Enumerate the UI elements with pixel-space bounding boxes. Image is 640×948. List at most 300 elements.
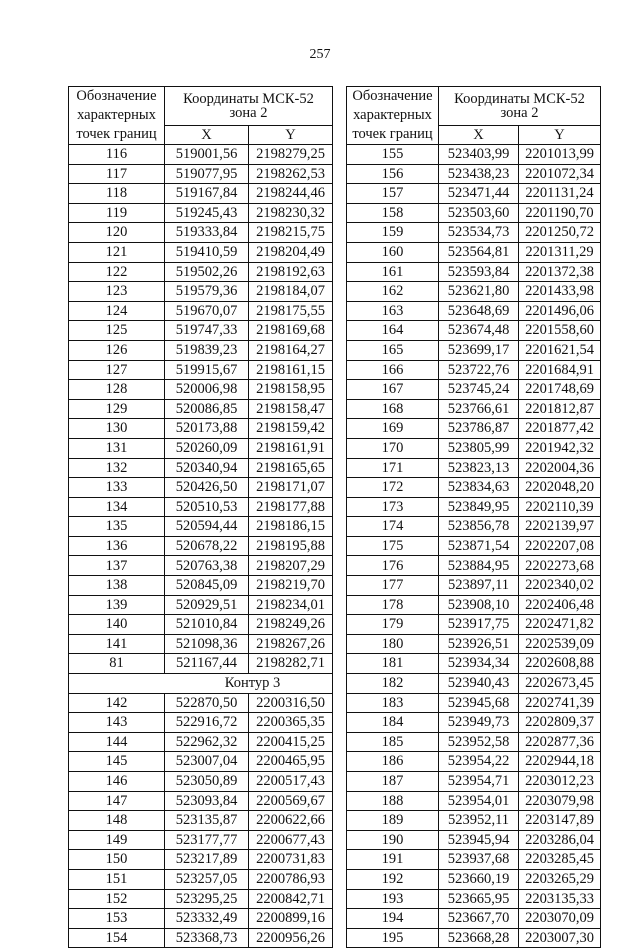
y-cell: 2198249,26 (249, 615, 333, 635)
x-cell: 522916,72 (165, 713, 249, 733)
x-cell: 523766,61 (439, 399, 519, 419)
point-id-cell: 132 (69, 458, 165, 478)
designation-header-line: Обозначение (352, 88, 433, 104)
table-row (69, 576, 333, 596)
x-cell: 523217,89 (165, 850, 249, 870)
y-cell: 2198171,07 (249, 478, 333, 498)
x-cell: 519502,26 (165, 262, 249, 282)
point-id-cell: 183 (347, 693, 439, 713)
x-cell: 523177,77 (165, 830, 249, 850)
y-cell: 2201372,38 (519, 262, 601, 282)
y-cell: 2203265,29 (519, 869, 601, 889)
y-cell: 2201558,60 (519, 321, 601, 341)
x-cell: 519915,67 (165, 360, 249, 380)
y-cell: 2198184,07 (249, 282, 333, 302)
x-cell: 523917,75 (439, 615, 519, 635)
x-cell: 523665,95 (439, 889, 519, 909)
point-id-cell: 138 (69, 576, 165, 596)
x-cell: 519410,59 (165, 242, 249, 262)
point-id-cell: 131 (69, 438, 165, 458)
point-id-cell: 167 (347, 380, 439, 400)
y-cell: 2201812,87 (519, 399, 601, 419)
table-row (69, 419, 333, 439)
y-cell: 2202877,36 (519, 732, 601, 752)
x-cell: 523823,13 (439, 458, 519, 478)
x-cell: 523871,54 (439, 536, 519, 556)
point-id-cell: 195 (347, 928, 439, 948)
point-id-cell: 179 (347, 615, 439, 635)
point-id-cell: 159 (347, 223, 439, 243)
y-cell: 2198164,27 (249, 340, 333, 360)
x-cell: 523667,70 (439, 909, 519, 929)
table-row (69, 340, 333, 360)
coords-header-line: Координаты МСК-52 (454, 90, 585, 107)
y-cell: 2198161,15 (249, 360, 333, 380)
table-row (69, 536, 333, 556)
y-cell: 2200517,43 (249, 772, 333, 792)
point-id-cell: 193 (347, 889, 439, 909)
table-row (347, 693, 601, 713)
table-row (347, 811, 601, 831)
x-cell: 523954,71 (439, 772, 519, 792)
point-id-cell: 153 (69, 909, 165, 929)
point-id-cell: 126 (69, 340, 165, 360)
y-cell: 2201877,42 (519, 419, 601, 439)
x-cell: 523834,63 (439, 478, 519, 498)
point-id-cell: 154 (69, 928, 165, 948)
x-cell: 523368,73 (165, 928, 249, 948)
table-row (347, 223, 601, 243)
coords-header-line: зона 2 (229, 105, 268, 122)
point-id-cell: 142 (69, 693, 165, 713)
table-row (347, 203, 601, 223)
point-id-cell: 125 (69, 321, 165, 341)
table-row (347, 556, 601, 576)
table-row (69, 321, 333, 341)
y-cell: 2200842,71 (249, 889, 333, 909)
x-cell: 521010,84 (165, 615, 249, 635)
point-id-cell: 135 (69, 517, 165, 537)
table-row (69, 203, 333, 223)
point-id-cell: 137 (69, 556, 165, 576)
table-row (347, 399, 601, 419)
x-cell: 523952,11 (439, 811, 519, 831)
point-id-cell: 165 (347, 340, 439, 360)
x-cell: 523856,78 (439, 517, 519, 537)
point-id-cell: 181 (347, 654, 439, 674)
table-row (69, 909, 333, 929)
table-row (347, 615, 601, 635)
table-row (347, 732, 601, 752)
table-row (347, 262, 601, 282)
table-row (69, 772, 333, 792)
table-row (347, 536, 601, 556)
x-cell: 520929,51 (165, 595, 249, 615)
table-row (347, 497, 601, 517)
y-cell: 2198234,01 (249, 595, 333, 615)
table-row (69, 380, 333, 400)
y-cell: 2202944,18 (519, 752, 601, 772)
table-row (347, 791, 601, 811)
point-id-cell: 123 (69, 282, 165, 302)
y-cell: 2202608,88 (519, 654, 601, 674)
y-header: Y (249, 126, 333, 145)
y-cell: 2201433,98 (519, 282, 601, 302)
designation-header-line: Обозначение (76, 88, 157, 104)
x-cell: 523135,87 (165, 811, 249, 831)
table-row (347, 850, 601, 870)
table-row (347, 909, 601, 929)
point-id-cell: 133 (69, 478, 165, 498)
table-row (69, 301, 333, 321)
coords-header-cell (439, 87, 601, 126)
x-cell: 523621,80 (439, 282, 519, 302)
point-id-cell: 163 (347, 301, 439, 321)
y-cell: 2202809,37 (519, 713, 601, 733)
table-row (69, 850, 333, 870)
y-cell: 2198262,53 (249, 164, 333, 184)
table-row (69, 145, 333, 165)
contour-row (69, 674, 333, 694)
x-cell: 519333,84 (165, 223, 249, 243)
point-id-cell: 177 (347, 576, 439, 596)
y-cell: 2203147,89 (519, 811, 601, 831)
point-id-cell: 136 (69, 536, 165, 556)
y-cell: 2202207,08 (519, 536, 601, 556)
x-cell: 523937,68 (439, 850, 519, 870)
point-id-cell: 143 (69, 713, 165, 733)
y-cell: 2202004,36 (519, 458, 601, 478)
y-cell: 2203012,23 (519, 772, 601, 792)
table-row (347, 478, 601, 498)
table-row (69, 654, 333, 674)
x-cell: 523668,28 (439, 928, 519, 948)
x-cell: 520763,38 (165, 556, 249, 576)
x-cell: 523332,49 (165, 909, 249, 929)
point-id-cell: 124 (69, 301, 165, 321)
y-cell: 2202539,09 (519, 634, 601, 654)
y-cell: 2200899,16 (249, 909, 333, 929)
y-cell: 2202110,39 (519, 497, 601, 517)
contour-cell (69, 674, 333, 694)
y-cell: 2198195,88 (249, 536, 333, 556)
x-cell: 523593,84 (439, 262, 519, 282)
point-id-cell: 118 (69, 184, 165, 204)
table-row (69, 889, 333, 909)
y-cell: 2201250,72 (519, 223, 601, 243)
table-row (69, 713, 333, 733)
point-id-cell: 180 (347, 634, 439, 654)
point-id-cell: 150 (69, 850, 165, 870)
y-cell: 2198158,47 (249, 399, 333, 419)
x-cell: 519579,36 (165, 282, 249, 302)
point-id-cell: 194 (347, 909, 439, 929)
y-cell: 2201942,32 (519, 438, 601, 458)
x-cell: 519747,33 (165, 321, 249, 341)
y-cell: 2202471,82 (519, 615, 601, 635)
x-cell: 520678,22 (165, 536, 249, 556)
y-cell: 2203286,04 (519, 830, 601, 850)
x-cell: 523945,94 (439, 830, 519, 850)
point-id-cell: 140 (69, 615, 165, 635)
table-row (347, 576, 601, 596)
table-row (69, 556, 333, 576)
table-row (69, 517, 333, 537)
table-row (347, 360, 601, 380)
point-id-cell: 173 (347, 497, 439, 517)
table-row (69, 184, 333, 204)
x-cell: 523471,44 (439, 184, 519, 204)
table-row (347, 301, 601, 321)
point-id-cell: 130 (69, 419, 165, 439)
y-cell: 2200365,35 (249, 713, 333, 733)
point-id-cell: 187 (347, 772, 439, 792)
x-cell: 523952,58 (439, 732, 519, 752)
table-row (347, 380, 601, 400)
x-header: X (439, 126, 519, 145)
point-id-cell: 120 (69, 223, 165, 243)
y-cell: 2201621,54 (519, 340, 601, 360)
table-row (347, 713, 601, 733)
point-id-cell: 182 (347, 674, 439, 694)
x-cell: 523786,87 (439, 419, 519, 439)
point-id-cell: 147 (69, 791, 165, 811)
x-cell: 520260,09 (165, 438, 249, 458)
x-cell: 520173,88 (165, 419, 249, 439)
y-cell: 2202340,02 (519, 576, 601, 596)
x-cell: 520510,53 (165, 497, 249, 517)
y-cell: 2198158,95 (249, 380, 333, 400)
point-id-cell: 174 (347, 517, 439, 537)
y-cell: 2200415,25 (249, 732, 333, 752)
coordinates-table-left (68, 86, 333, 948)
y-cell: 2198244,46 (249, 184, 333, 204)
table-row (69, 693, 333, 713)
point-id-cell: 156 (347, 164, 439, 184)
point-id-cell: 160 (347, 242, 439, 262)
table-row (347, 772, 601, 792)
x-cell: 523007,04 (165, 752, 249, 772)
y-cell: 2200786,93 (249, 869, 333, 889)
table-row (347, 458, 601, 478)
y-cell: 2198279,25 (249, 145, 333, 165)
x-cell: 523648,69 (439, 301, 519, 321)
point-id-cell: 191 (347, 850, 439, 870)
x-cell: 519167,84 (165, 184, 249, 204)
point-id-cell: 178 (347, 595, 439, 615)
table-row (347, 830, 601, 850)
x-cell: 523438,23 (439, 164, 519, 184)
point-id-cell: 152 (69, 889, 165, 909)
table-row (69, 791, 333, 811)
y-cell: 2198186,15 (249, 517, 333, 537)
x-cell: 523534,73 (439, 223, 519, 243)
table-row (347, 438, 601, 458)
point-id-cell: 184 (347, 713, 439, 733)
y-cell: 2201131,24 (519, 184, 601, 204)
table-row (69, 869, 333, 889)
x-cell: 519001,56 (165, 145, 249, 165)
y-cell: 2201311,29 (519, 242, 601, 262)
designation-header-line: точек границ (352, 126, 433, 142)
table-header-row (347, 87, 601, 126)
table-row (69, 752, 333, 772)
table-row (347, 145, 601, 165)
table-row (347, 184, 601, 204)
designation-header-line: точек границ (76, 126, 157, 142)
y-cell: 2202673,45 (519, 674, 601, 694)
y-cell: 2198207,29 (249, 556, 333, 576)
x-cell: 520845,09 (165, 576, 249, 596)
y-cell: 2198219,70 (249, 576, 333, 596)
x-cell: 520340,94 (165, 458, 249, 478)
point-id-cell: 81 (69, 654, 165, 674)
point-id-cell: 121 (69, 242, 165, 262)
point-id-cell: 149 (69, 830, 165, 850)
point-id-cell: 148 (69, 811, 165, 831)
designation-header-cell (69, 87, 165, 145)
x-cell: 519670,07 (165, 301, 249, 321)
table-row (69, 223, 333, 243)
table-row (69, 615, 333, 635)
table-row (69, 164, 333, 184)
point-id-cell: 192 (347, 869, 439, 889)
table-row (347, 654, 601, 674)
table-row (347, 419, 601, 439)
y-cell: 2202741,39 (519, 693, 601, 713)
table-row (69, 928, 333, 948)
point-id-cell: 170 (347, 438, 439, 458)
y-cell: 2201496,06 (519, 301, 601, 321)
x-cell: 520086,85 (165, 399, 249, 419)
point-id-cell: 157 (347, 184, 439, 204)
point-id-cell: 155 (347, 145, 439, 165)
point-id-cell: 176 (347, 556, 439, 576)
point-id-cell: 146 (69, 772, 165, 792)
y-cell: 2198282,71 (249, 654, 333, 674)
y-cell: 2198159,42 (249, 419, 333, 439)
point-id-cell: 119 (69, 203, 165, 223)
x-cell: 523954,01 (439, 791, 519, 811)
x-cell: 523949,73 (439, 713, 519, 733)
point-id-cell: 141 (69, 634, 165, 654)
point-id-cell: 185 (347, 732, 439, 752)
point-id-cell: 116 (69, 145, 165, 165)
table-row (69, 634, 333, 654)
coords-header-line: зона 2 (500, 105, 539, 122)
x-cell: 523503,60 (439, 203, 519, 223)
y-cell: 2203135,33 (519, 889, 601, 909)
y-cell: 2198177,88 (249, 497, 333, 517)
x-cell: 523674,48 (439, 321, 519, 341)
coords-header-line: Координаты МСК-52 (183, 90, 314, 107)
table-row (347, 674, 601, 694)
y-cell: 2201748,69 (519, 380, 601, 400)
point-id-cell: 161 (347, 262, 439, 282)
y-cell: 2201684,91 (519, 360, 601, 380)
x-cell: 523699,17 (439, 340, 519, 360)
x-cell: 523050,89 (165, 772, 249, 792)
y-cell: 2201190,70 (519, 203, 601, 223)
y-cell: 2203007,30 (519, 928, 601, 948)
table-row (347, 321, 601, 341)
table-row (69, 497, 333, 517)
table-row (69, 438, 333, 458)
designation-header-cell (347, 87, 439, 145)
x-cell: 521167,44 (165, 654, 249, 674)
table-row (69, 595, 333, 615)
table-row (69, 811, 333, 831)
x-cell: 520426,50 (165, 478, 249, 498)
y-cell: 2202273,68 (519, 556, 601, 576)
y-cell: 2198161,91 (249, 438, 333, 458)
table-row (347, 595, 601, 615)
x-cell: 523849,95 (439, 497, 519, 517)
designation-header-line: характерных (353, 107, 432, 123)
y-cell: 2198215,75 (249, 223, 333, 243)
table-row (347, 752, 601, 772)
x-cell: 523745,24 (439, 380, 519, 400)
point-id-cell: 127 (69, 360, 165, 380)
contour-label: Контур 3 (224, 675, 281, 692)
table-row (347, 869, 601, 889)
point-id-cell: 164 (347, 321, 439, 341)
x-cell: 520594,44 (165, 517, 249, 537)
table-row (347, 242, 601, 262)
table-row (347, 340, 601, 360)
page-number: 257 (309, 47, 331, 62)
point-id-cell: 175 (347, 536, 439, 556)
y-cell: 2201072,34 (519, 164, 601, 184)
table-row (347, 164, 601, 184)
x-header: X (165, 126, 249, 145)
y-cell: 2200465,95 (249, 752, 333, 772)
x-cell: 519839,23 (165, 340, 249, 360)
point-id-cell: 172 (347, 478, 439, 498)
y-cell: 2202139,97 (519, 517, 601, 537)
y-cell: 2203070,09 (519, 909, 601, 929)
y-cell: 2200622,66 (249, 811, 333, 831)
table-row (347, 282, 601, 302)
y-cell: 2202048,20 (519, 478, 601, 498)
x-cell: 523940,43 (439, 674, 519, 694)
coordinates-table-right (346, 86, 601, 948)
x-cell: 523093,84 (165, 791, 249, 811)
table-row (347, 634, 601, 654)
table-row (69, 242, 333, 262)
y-header: Y (519, 126, 601, 145)
table-row (347, 928, 601, 948)
y-cell: 2202406,48 (519, 595, 601, 615)
table-row (69, 458, 333, 478)
y-cell: 2200956,26 (249, 928, 333, 948)
table-header-row (69, 87, 333, 126)
point-id-cell: 134 (69, 497, 165, 517)
x-cell: 523722,76 (439, 360, 519, 380)
point-id-cell: 122 (69, 262, 165, 282)
y-cell: 2198204,49 (249, 242, 333, 262)
point-id-cell: 186 (347, 752, 439, 772)
point-id-cell: 145 (69, 752, 165, 772)
y-cell: 2198192,63 (249, 262, 333, 282)
table-row (69, 360, 333, 380)
y-cell: 2203285,45 (519, 850, 601, 870)
x-cell: 523295,25 (165, 889, 249, 909)
x-cell: 523897,11 (439, 576, 519, 596)
point-id-cell: 190 (347, 830, 439, 850)
y-cell: 2198267,26 (249, 634, 333, 654)
point-id-cell: 128 (69, 380, 165, 400)
